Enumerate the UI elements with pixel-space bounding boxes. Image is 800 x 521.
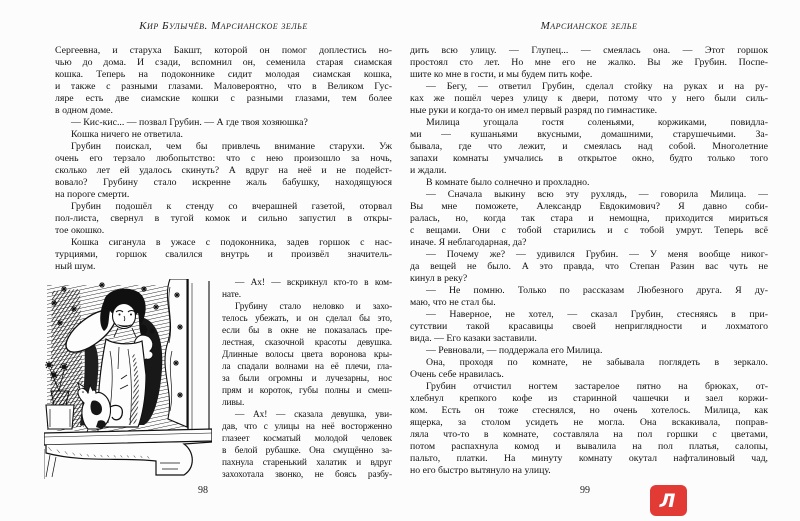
text-line: Милица угощала гостя соленьями, коржиками, повидла- xyxy=(426,117,768,128)
text-line: ляре есть две сиамские кошки с разными глазами, тем более xyxy=(55,93,392,104)
text-line: пахнула старенький халатик и вдруг xyxy=(222,458,392,468)
text-line: прям и короток, губы полны и смеш- xyxy=(222,386,392,396)
running-head-left: Кир Булычёв. Марсианское зелье xyxy=(139,20,308,32)
text-line: — Ах! — сказала девушка, уви- xyxy=(235,410,392,420)
window-sill xyxy=(44,429,212,479)
text-line: бывала, где что лежит, и смеялась над собой. Многолетние xyxy=(410,141,768,152)
text-line: ла спадали волнами на её плечи, гла- xyxy=(222,362,392,372)
text-line: нате. xyxy=(222,290,241,300)
text-line: ящерка, за столом усидеть не могла. Она вскакивала, поправ- xyxy=(410,417,768,428)
page-number-right: 99 xyxy=(580,485,590,496)
text-line: сутствии такой красавицы своей неприглядности и лохматого xyxy=(410,321,768,332)
text-line: ливы. xyxy=(222,398,245,408)
text-line: — Кис-кис... — позвал Грубин. — А где твоя хозяюшка? xyxy=(71,117,308,128)
left-page-text-column xyxy=(222,277,392,481)
text-line: — Бегу, — ответил Грубин, сделал стойку на руках и на ру- xyxy=(426,81,768,92)
text-line: Грубин подошёл к стенду со вчерашней газетой, оторвал xyxy=(71,201,392,212)
text-line: ми — кушаньями вкусными, домашними, старушечьими. За- xyxy=(410,129,768,140)
text-line: и также с разными глазами. Маловероятно, что в Великом Гус- xyxy=(55,81,392,92)
text-line: турциями, горшок свалился внутрь и произвёл значитель- xyxy=(55,249,392,260)
text-line: — Не помню. Только по рассказам Любезного друга. Я ду- xyxy=(426,285,768,296)
text-line: Она, проходя по комнате, не забывала поглядеть в зеркало. xyxy=(426,357,768,368)
text-line: но его быстро вытянуло на улицу. xyxy=(410,465,551,476)
text-line: на пороге смерти. xyxy=(55,189,130,200)
right-page-text xyxy=(410,45,768,477)
text-line: за были огромны и лучезарны, нос xyxy=(222,374,392,384)
labirint-logo[interactable] xyxy=(650,485,687,516)
text-line: вида. — Его казаки заставили. xyxy=(410,333,537,344)
text-line: дить всю улицу. — Глупец... — смеялась она. — Этот горшок xyxy=(410,45,768,56)
text-line: Вы мне поможете, Александр Евдокимович? Я давно соби- xyxy=(410,201,768,212)
running-head-right: Марсианское зелье xyxy=(540,20,638,32)
text-line: Кошка ничего не ответила. xyxy=(71,129,183,140)
text-line: В комнате было солнечно и прохладно. xyxy=(426,177,590,188)
text-line: Сергеевна, и старуха Бакшт, которой он помог доплестись но- xyxy=(55,45,392,56)
text-line: — Ревновали, — поддержала его Милица. xyxy=(426,345,603,356)
text-line: ный шум. xyxy=(55,261,96,272)
text-line: запахи комнаты умчались в открытое окно, будто только того xyxy=(410,153,768,164)
text-line: шите ко мне в гости, и мы будем пить кофе. xyxy=(410,69,593,80)
text-line: в одном доме. xyxy=(55,105,113,116)
text-line: вовало? Грубину стало искренне жаль бабушку, находящуюся xyxy=(55,177,392,188)
text-line: Грубин поискал, чем бы привлечь внимание старухи. Уж xyxy=(71,141,392,152)
text-line: — Почему же? — удивился Грубин. — У меня вообще никог- xyxy=(426,249,768,260)
text-line: Грубину стало неловко и захо- xyxy=(235,302,392,312)
text-line: ляла что-то в комнате, составляла на пол горшки с цветами, xyxy=(410,429,768,440)
text-line: — Ах! — вскрикнул кто-то в ком- xyxy=(235,278,392,288)
text-line: с вещами. Они с тобой старились и с тобой умрут. Теперь всё xyxy=(410,225,768,236)
text-line: очень его терзало любопытство: что с нею произошло за ночь, xyxy=(55,153,392,164)
text-line: захохотала звонко, не боясь разбу- xyxy=(222,470,392,480)
text-line: Очень себе нравилась. xyxy=(410,369,504,380)
text-line: хлебнул крепкого кофе из старинной чашечки и заел коржи- xyxy=(410,393,768,404)
text-line: — Наверное, не хотел, — сказал Грубин, стесняясь в при- xyxy=(426,309,768,320)
text-line: ные руки и когда-то он имел первый разряд по гимнастике. xyxy=(410,105,658,116)
labirint-logo-letter: Л xyxy=(659,489,676,512)
text-line: пол-листа, свернул в тугой комок и сильно запустил в откры- xyxy=(55,213,392,224)
text-line: ралась, но, когда так стара и немощна, приходится мириться xyxy=(410,213,768,224)
text-line: если бы в окне не показалась пре- xyxy=(222,326,392,336)
text-line: простоял сто лет. Но мне его не жалко. Вы же Грубин. Поспе- xyxy=(410,57,768,68)
text-line: телось убежать, и он сделал бы это, xyxy=(222,314,392,324)
text-line: и ждали. xyxy=(410,165,447,176)
text-line: дав, что с улицы на неё восторженно xyxy=(222,422,392,432)
window-frame xyxy=(188,279,209,431)
text-line: Кошка сиганула в ужасе с подоконника, задев горшок с нас- xyxy=(71,237,392,248)
text-line: иначе. Я неблагодарная, да? xyxy=(410,237,527,248)
text-line: глазеет косматый молодой человек xyxy=(222,434,392,444)
text-line: сколько лет ей удалось скинуть? А вдруг на неё и не подейст- xyxy=(55,165,392,176)
text-line: ках же пошёл через улицу к двери, потому что у него были силь- xyxy=(410,93,768,104)
text-line: ком. Есть он тоже стеснялся, но очень хотелось. Милица, как xyxy=(410,405,768,416)
text-line: лестная, сказочной красоты девушка. xyxy=(222,338,392,348)
text-line: Грубин отчистил ногтем застарелое пятно на брюках, от- xyxy=(426,381,768,392)
text-line: тое окошко. xyxy=(55,225,105,236)
book-illustration xyxy=(44,279,212,479)
text-line: да вещей не было. А это правда, что Степан Разин вас чуть не xyxy=(410,261,768,272)
text-line: чью до дома. И сзади, вспомнил он, семенила старая сиамская xyxy=(55,57,392,68)
text-line: кинул в реку? xyxy=(410,273,468,284)
text-line: потом распахнула комод и вывалила на пол платья, салопы, xyxy=(410,441,768,452)
left-page-text-top xyxy=(55,45,392,273)
text-line: в белой рубашке. Она смущённо за- xyxy=(222,446,392,456)
page-number-left: 98 xyxy=(198,485,208,496)
text-line: пальто, платки. На минуту комнату окутал нафталиновый чад, xyxy=(410,453,768,464)
text-line: — Сначала выкину всю эту рухлядь, — говорила Милица. — xyxy=(426,189,768,200)
text-line: маю, что не стал бы. xyxy=(410,297,496,308)
text-line: Длинные волосы цвета воронова кры- xyxy=(222,350,392,360)
text-line: кошка. Теперь на подоконнике сидит молодая сиамская кошка, xyxy=(55,69,392,80)
